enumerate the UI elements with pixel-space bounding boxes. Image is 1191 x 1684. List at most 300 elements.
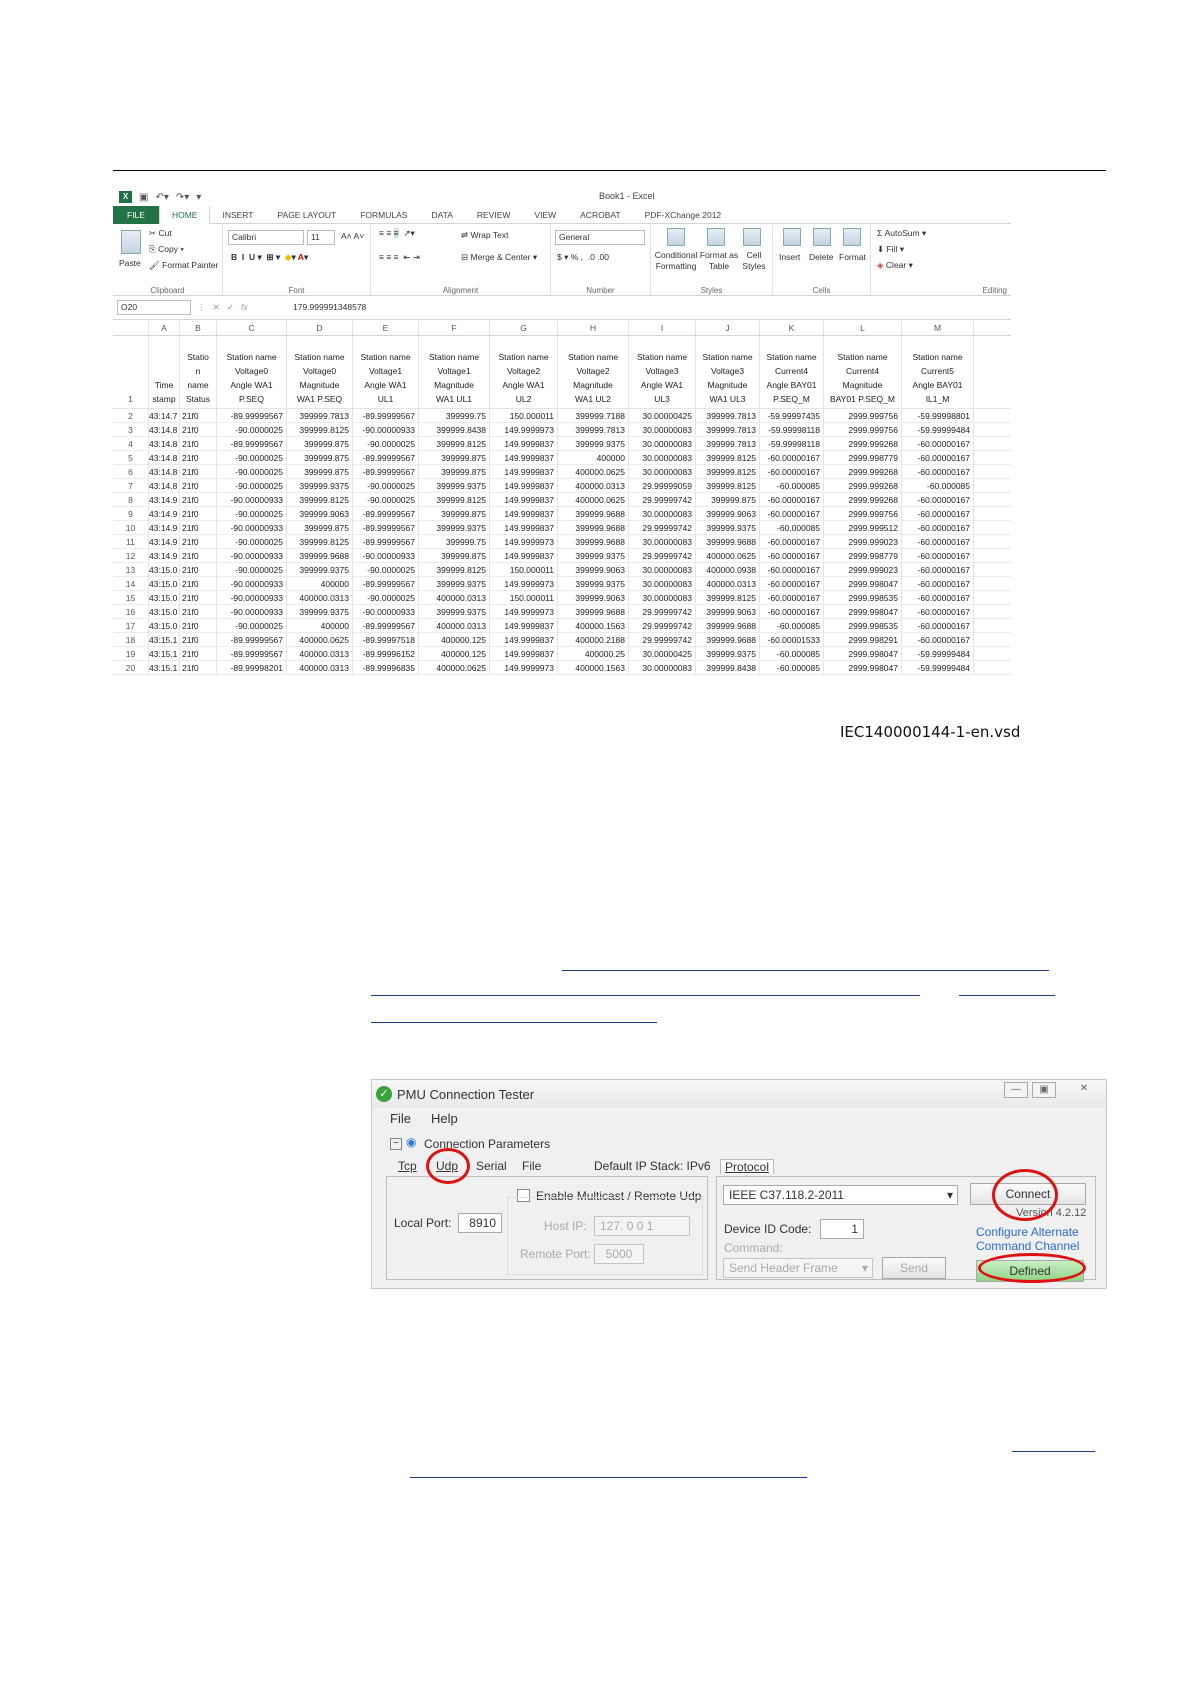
row-number[interactable]: 18 xyxy=(113,633,149,646)
table-cell[interactable]: 399999.9688 xyxy=(558,507,629,520)
table-cell[interactable]: 2999.998779 xyxy=(824,549,902,562)
table-cell[interactable]: -89.99999567 xyxy=(353,451,419,464)
table-cell[interactable]: 30.00000425 xyxy=(629,409,696,422)
table-cell[interactable]: 399999.8438 xyxy=(696,661,760,674)
table-cell[interactable]: 399999.9375 xyxy=(287,479,353,492)
conditional-formatting-button[interactable]: Conditional Formatting xyxy=(654,250,698,271)
format-button[interactable]: Format xyxy=(839,252,866,262)
row-number[interactable]: 19 xyxy=(113,647,149,660)
table-cell[interactable]: 399999.7813 xyxy=(696,437,760,450)
collapse-icon[interactable]: − xyxy=(390,1138,402,1150)
table-cell[interactable]: -89.99996835 xyxy=(353,661,419,674)
table-cell[interactable]: 2999.999268 xyxy=(824,479,902,492)
save-icon[interactable]: ▣ xyxy=(139,191,149,203)
table-cell[interactable]: 400000.0625 xyxy=(419,661,490,674)
table-cell[interactable]: 43:15.0 xyxy=(149,591,180,604)
table-cell[interactable]: 21f0 xyxy=(180,591,217,604)
table-cell[interactable]: 400000 xyxy=(287,619,353,632)
table-cell[interactable]: 30.00000083 xyxy=(629,507,696,520)
table-cell[interactable]: -60.00000167 xyxy=(760,577,824,590)
table-cell[interactable]: 399999.9688 xyxy=(558,521,629,534)
command-channel-link[interactable]: Command Channel xyxy=(976,1239,1080,1253)
table-cell[interactable]: -90.0000025 xyxy=(217,563,287,576)
table-cell[interactable]: 21f0 xyxy=(180,451,217,464)
table-cell[interactable]: -60.00000167 xyxy=(902,437,974,450)
table-cell[interactable]: 21f0 xyxy=(180,493,217,506)
table-cell[interactable]: 399999.875 xyxy=(419,465,490,478)
table-cell[interactable]: 399999.9688 xyxy=(696,535,760,548)
table-cell[interactable]: 149.9999837 xyxy=(490,479,558,492)
table-cell[interactable]: -90.00000933 xyxy=(217,591,287,604)
row-number[interactable]: 3 xyxy=(113,423,149,436)
table-cell[interactable]: -60.000085 xyxy=(760,661,824,674)
table-cell[interactable]: 43:14.9 xyxy=(149,521,180,534)
column-header-m[interactable]: M xyxy=(902,320,974,335)
delete-cells-icon[interactable] xyxy=(813,228,831,246)
table-cell[interactable]: 399999.875 xyxy=(287,465,353,478)
tab-protocol[interactable]: Protocol xyxy=(720,1159,774,1174)
table-cell[interactable]: -60.00000167 xyxy=(902,535,974,548)
table-cell[interactable]: 399999.7188 xyxy=(558,409,629,422)
table-cell[interactable]: -60.00000167 xyxy=(902,465,974,478)
table-cell[interactable]: -89.99999567 xyxy=(217,437,287,450)
tab-review[interactable]: REVIEW xyxy=(476,209,511,220)
table-cell[interactable]: 2999.999756 xyxy=(824,409,902,422)
table-cell[interactable]: 399999.7813 xyxy=(287,409,353,422)
link-underline-2[interactable] xyxy=(371,995,920,996)
table-cell[interactable]: 399999.875 xyxy=(696,493,760,506)
table-cell[interactable]: 149.9999837 xyxy=(490,647,558,660)
table-cell[interactable]: 399999.9375 xyxy=(419,577,490,590)
table-cell[interactable]: -60.00000167 xyxy=(760,605,824,618)
tab-file[interactable]: FILE xyxy=(113,206,159,224)
row-number[interactable]: 5 xyxy=(113,451,149,464)
table-cell[interactable]: 400000.0313 xyxy=(287,647,353,660)
table-cell[interactable]: -60.00000167 xyxy=(760,465,824,478)
format-painter-button[interactable]: 🖌 Format Painter xyxy=(149,260,219,270)
table-cell[interactable]: 21f0 xyxy=(180,605,217,618)
table-cell[interactable]: 150.000011 xyxy=(490,409,558,422)
table-cell[interactable]: -60.00000167 xyxy=(902,619,974,632)
table-cell[interactable]: 399999.875 xyxy=(419,451,490,464)
table-cell[interactable]: -89.99999567 xyxy=(353,507,419,520)
table-cell[interactable]: 43:15.1 xyxy=(149,633,180,646)
tab-tcp[interactable]: Tcp xyxy=(398,1159,417,1173)
table-cell[interactable]: -89.99998201 xyxy=(217,661,287,674)
header-cell[interactable]: Station name Current4 Angle BAY01 P.SEQ_M xyxy=(760,336,824,408)
table-cell[interactable]: -60.000085 xyxy=(760,479,824,492)
table-cell[interactable]: -60.00000167 xyxy=(902,507,974,520)
menu-file[interactable]: File xyxy=(390,1111,411,1126)
table-cell[interactable]: 30.00000083 xyxy=(629,577,696,590)
table-cell[interactable]: -90.0000025 xyxy=(353,591,419,604)
row-number[interactable]: 13 xyxy=(113,563,149,576)
table-cell[interactable]: 21f0 xyxy=(180,535,217,548)
table-cell[interactable]: 399999.8125 xyxy=(419,563,490,576)
table-cell[interactable]: 149.9999837 xyxy=(490,465,558,478)
table-cell[interactable]: 2999.998535 xyxy=(824,591,902,604)
header-cell[interactable]: Statio n name Status xyxy=(180,336,217,408)
table-cell[interactable]: 43:15.0 xyxy=(149,605,180,618)
table-cell[interactable]: -59.99998801 xyxy=(902,409,974,422)
table-cell[interactable]: -60.00000167 xyxy=(902,493,974,506)
row-number[interactable]: 14 xyxy=(113,577,149,590)
column-header-d[interactable]: D xyxy=(287,320,353,335)
table-cell[interactable]: -89.99999567 xyxy=(353,465,419,478)
cut-button[interactable]: ✂ Cut xyxy=(149,228,172,238)
select-all-corner[interactable] xyxy=(113,320,149,335)
table-cell[interactable]: 43:14.9 xyxy=(149,535,180,548)
table-cell[interactable]: 30.00000083 xyxy=(629,423,696,436)
minimize-button[interactable]: — xyxy=(1004,1082,1028,1098)
row-number[interactable]: 16 xyxy=(113,605,149,618)
column-header-j[interactable]: J xyxy=(696,320,760,335)
vertical-align-icon[interactable]: ≡ ≡ ≡ ↗▾ xyxy=(379,228,415,238)
table-cell[interactable]: 2999.998047 xyxy=(824,577,902,590)
table-cell[interactable]: -89.99999567 xyxy=(217,633,287,646)
protocol-select[interactable] xyxy=(723,1185,958,1205)
table-cell[interactable]: 400000 xyxy=(558,451,629,464)
table-cell[interactable]: 29.99999742 xyxy=(629,521,696,534)
number-format-select[interactable]: General xyxy=(555,230,645,245)
table-cell[interactable]: 400000 xyxy=(287,577,353,590)
conditional-formatting-icon[interactable] xyxy=(667,228,685,246)
remote-port-input[interactable]: 5000 xyxy=(594,1244,644,1264)
table-cell[interactable]: 149.9999837 xyxy=(490,493,558,506)
table-cell[interactable]: 400000.2188 xyxy=(558,633,629,646)
redo-icon[interactable]: ↷▾ xyxy=(175,191,190,203)
table-cell[interactable]: 30.00000083 xyxy=(629,465,696,478)
table-cell[interactable]: 21f0 xyxy=(180,661,217,674)
table-cell[interactable]: -60.00000167 xyxy=(760,563,824,576)
font-name-select[interactable]: Calibri xyxy=(228,230,304,245)
link-underline-5[interactable] xyxy=(1012,1451,1095,1452)
table-cell[interactable]: -90.0000025 xyxy=(353,493,419,506)
table-cell[interactable]: 399999.8125 xyxy=(287,493,353,506)
table-cell[interactable]: 30.00000083 xyxy=(629,437,696,450)
wrap-text-button[interactable]: ⇌ Wrap Text xyxy=(461,230,509,240)
table-cell[interactable]: 150.000011 xyxy=(490,591,558,604)
table-cell[interactable]: -90.00000933 xyxy=(353,549,419,562)
table-cell[interactable]: -89.99999567 xyxy=(353,409,419,422)
table-cell[interactable]: 2999.998291 xyxy=(824,633,902,646)
table-cell[interactable]: 399999.8438 xyxy=(419,423,490,436)
table-cell[interactable]: 30.00000425 xyxy=(629,647,696,660)
table-cell[interactable]: 150.000011 xyxy=(490,563,558,576)
column-header-a[interactable]: A xyxy=(149,320,180,335)
formula-bar-icons[interactable]: ⋮ ✕ ✓ fx xyxy=(197,302,248,312)
header-cell[interactable]: Station name Current4 Magnitude BAY01 P.SEQ_M xyxy=(824,336,902,408)
table-cell[interactable]: -89.99997518 xyxy=(353,633,419,646)
table-cell[interactable]: 399999.875 xyxy=(287,437,353,450)
table-cell[interactable]: 43:15.1 xyxy=(149,661,180,674)
table-cell[interactable]: -89.99996152 xyxy=(353,647,419,660)
table-cell[interactable]: 30.00000083 xyxy=(629,451,696,464)
table-cell[interactable]: 29.99999742 xyxy=(629,605,696,618)
table-cell[interactable]: 2999.999268 xyxy=(824,465,902,478)
table-cell[interactable]: -60.00000167 xyxy=(902,577,974,590)
table-cell[interactable]: -60.000085 xyxy=(760,647,824,660)
table-cell[interactable]: -90.0000025 xyxy=(353,563,419,576)
command-select[interactable] xyxy=(723,1258,873,1278)
tab-formulas[interactable]: FORMULAS xyxy=(360,209,408,220)
header-cell[interactable]: Station name Voltage1 Magnitude WA1 UL1 xyxy=(419,336,490,408)
table-cell[interactable]: -89.99999567 xyxy=(217,647,287,660)
table-cell[interactable]: 30.00000083 xyxy=(629,661,696,674)
row-number[interactable]: 1 xyxy=(113,336,149,408)
table-cell[interactable]: 43:14.8 xyxy=(149,465,180,478)
table-cell[interactable]: 400000.125 xyxy=(419,633,490,646)
header-cell[interactable]: Station name Voltage1 Angle WA1 UL1 xyxy=(353,336,419,408)
table-cell[interactable]: 399999.8125 xyxy=(696,479,760,492)
table-cell[interactable]: -60.00001533 xyxy=(760,633,824,646)
table-cell[interactable]: -89.99999567 xyxy=(353,619,419,632)
device-id-input[interactable]: 1 xyxy=(820,1219,864,1239)
header-cell[interactable]: Station name Voltage3 Angle WA1 UL3 xyxy=(629,336,696,408)
format-as-table-button[interactable]: Format as Table xyxy=(699,250,739,271)
table-cell[interactable]: 21f0 xyxy=(180,647,217,660)
table-cell[interactable]: 43:15.0 xyxy=(149,577,180,590)
table-cell[interactable]: 149.9999973 xyxy=(490,577,558,590)
table-cell[interactable]: 29.99999742 xyxy=(629,549,696,562)
table-cell[interactable]: 29.99999059 xyxy=(629,479,696,492)
table-cell[interactable]: 2999.998535 xyxy=(824,619,902,632)
table-cell[interactable]: 21f0 xyxy=(180,619,217,632)
table-cell[interactable]: 399999.8125 xyxy=(419,493,490,506)
table-cell[interactable]: -59.99999484 xyxy=(902,661,974,674)
table-cell[interactable]: -90.00000933 xyxy=(217,577,287,590)
fill-button[interactable]: ⬇ Fill ▾ xyxy=(877,244,904,254)
tab-pdf-xchange[interactable]: PDF-XChange 2012 xyxy=(644,209,722,220)
table-cell[interactable]: 21f0 xyxy=(180,479,217,492)
table-cell[interactable]: 399999.875 xyxy=(287,521,353,534)
table-cell[interactable]: 400000.0625 xyxy=(287,633,353,646)
table-cell[interactable]: 21f0 xyxy=(180,549,217,562)
table-cell[interactable]: 399999.9063 xyxy=(287,507,353,520)
table-cell[interactable]: 399999.75 xyxy=(419,535,490,548)
row-number[interactable]: 10 xyxy=(113,521,149,534)
table-cell[interactable]: -90.00000933 xyxy=(353,423,419,436)
table-cell[interactable]: 149.9999837 xyxy=(490,507,558,520)
table-cell[interactable]: 43:15.0 xyxy=(149,619,180,632)
copy-button[interactable]: ⎘ Copy ▾ xyxy=(149,244,184,254)
tab-acrobat[interactable]: ACROBAT xyxy=(580,209,621,220)
table-cell[interactable]: 400000.1563 xyxy=(558,619,629,632)
row-number[interactable]: 7 xyxy=(113,479,149,492)
header-cell[interactable]: Time stamp xyxy=(149,336,180,408)
tab-page-layout[interactable]: PAGE LAYOUT xyxy=(277,209,337,220)
link-underline-4[interactable] xyxy=(371,1022,657,1023)
merge-center-button[interactable]: ⊟ Merge & Center ▾ xyxy=(461,252,538,262)
table-cell[interactable]: 400000.0313 xyxy=(696,577,760,590)
table-cell[interactable]: 149.9999837 xyxy=(490,619,558,632)
table-cell[interactable]: 400000.0938 xyxy=(696,563,760,576)
row-number[interactable]: 2 xyxy=(113,409,149,422)
column-header-i[interactable]: I xyxy=(629,320,696,335)
table-cell[interactable]: 149.9999837 xyxy=(490,633,558,646)
table-cell[interactable]: 21f0 xyxy=(180,437,217,450)
table-cell[interactable]: -60.000085 xyxy=(902,479,974,492)
tab-data[interactable]: DATA xyxy=(431,209,453,220)
cell-styles-icon[interactable] xyxy=(743,228,761,246)
table-cell[interactable]: -60.00000167 xyxy=(760,535,824,548)
table-cell[interactable]: -59.99999484 xyxy=(902,647,974,660)
table-cell[interactable]: 400000.0313 xyxy=(287,661,353,674)
column-header-g[interactable]: G xyxy=(490,320,558,335)
paste-button[interactable]: Paste xyxy=(119,258,141,268)
table-cell[interactable]: 43:14.8 xyxy=(149,423,180,436)
table-cell[interactable]: 43:14.8 xyxy=(149,479,180,492)
table-cell[interactable]: 399999.7813 xyxy=(696,423,760,436)
send-button[interactable]: Send xyxy=(882,1257,946,1279)
table-cell[interactable]: 400000.0313 xyxy=(419,619,490,632)
table-cell[interactable]: 149.9999973 xyxy=(490,605,558,618)
tab-view[interactable]: VIEW xyxy=(534,209,557,220)
table-cell[interactable]: -90.00000933 xyxy=(217,605,287,618)
table-cell[interactable]: -60.00000167 xyxy=(760,549,824,562)
table-cell[interactable]: 399999.9375 xyxy=(696,521,760,534)
table-cell[interactable]: 399999.9688 xyxy=(558,535,629,548)
table-cell[interactable]: 149.9999973 xyxy=(490,661,558,674)
table-cell[interactable]: -89.99999567 xyxy=(353,535,419,548)
column-header-h[interactable]: H xyxy=(558,320,629,335)
table-cell[interactable]: 399999.8125 xyxy=(419,437,490,450)
table-cell[interactable]: -60.00000167 xyxy=(760,493,824,506)
table-cell[interactable]: 399999.8125 xyxy=(287,423,353,436)
table-cell[interactable]: 21f0 xyxy=(180,521,217,534)
table-cell[interactable]: -60.00000167 xyxy=(902,605,974,618)
table-cell[interactable]: 43:14.8 xyxy=(149,437,180,450)
table-cell[interactable]: 399999.9375 xyxy=(287,605,353,618)
table-cell[interactable]: 399999.8125 xyxy=(696,451,760,464)
table-cell[interactable]: 400000.1563 xyxy=(558,661,629,674)
table-cell[interactable]: 399999.9375 xyxy=(419,605,490,618)
row-number[interactable]: 15 xyxy=(113,591,149,604)
table-cell[interactable]: -90.0000025 xyxy=(217,535,287,548)
tab-insert[interactable]: INSERT xyxy=(222,209,254,220)
local-port-input[interactable]: 8910 xyxy=(458,1213,502,1233)
table-cell[interactable]: -59.99997435 xyxy=(760,409,824,422)
table-cell[interactable]: -59.99999484 xyxy=(902,423,974,436)
row-number[interactable]: 17 xyxy=(113,619,149,632)
table-cell[interactable]: -59.99998118 xyxy=(760,423,824,436)
table-cell[interactable]: -90.00000933 xyxy=(353,605,419,618)
maximize-button[interactable]: ▣ xyxy=(1032,1082,1056,1098)
table-cell[interactable]: -60.00000167 xyxy=(902,563,974,576)
undo-icon[interactable]: ↶▾ xyxy=(155,191,169,203)
row-number[interactable]: 8 xyxy=(113,493,149,506)
header-cell[interactable]: Station name Voltage3 Magnitude WA1 UL3 xyxy=(696,336,760,408)
table-cell[interactable]: 399999.9063 xyxy=(558,563,629,576)
insert-button[interactable]: Insert xyxy=(779,252,801,262)
table-cell[interactable]: 399999.875 xyxy=(419,549,490,562)
column-header-f[interactable]: F xyxy=(419,320,490,335)
table-cell[interactable]: -90.00000933 xyxy=(217,549,287,562)
table-cell[interactable]: 2999.999268 xyxy=(824,493,902,506)
close-button[interactable]: ✕ xyxy=(1079,1083,1089,1094)
table-cell[interactable]: 400000.0625 xyxy=(558,465,629,478)
header-cell[interactable]: Station name Voltage0 Magnitude WA1 P.SEQ xyxy=(287,336,353,408)
table-cell[interactable]: -90.0000025 xyxy=(217,465,287,478)
paste-icon[interactable] xyxy=(121,230,141,254)
table-cell[interactable]: 399999.9063 xyxy=(696,507,760,520)
table-cell[interactable]: 399999.9375 xyxy=(696,647,760,660)
delete-button[interactable]: Delete xyxy=(809,252,834,262)
table-cell[interactable]: 149.9999973 xyxy=(490,535,558,548)
table-cell[interactable]: -90.0000025 xyxy=(217,423,287,436)
table-cell[interactable]: 43:14.9 xyxy=(149,549,180,562)
table-cell[interactable]: 2999.998047 xyxy=(824,661,902,674)
table-cell[interactable]: 43:14.8 xyxy=(149,451,180,464)
table-cell[interactable]: -90.0000025 xyxy=(353,437,419,450)
table-cell[interactable]: 399999.9688 xyxy=(696,619,760,632)
table-cell[interactable]: -60.00000167 xyxy=(902,633,974,646)
defined-button[interactable]: Defined xyxy=(976,1260,1084,1282)
table-cell[interactable]: 399999.9063 xyxy=(696,605,760,618)
table-cell[interactable]: -60.00000167 xyxy=(902,451,974,464)
row-number[interactable]: 6 xyxy=(113,465,149,478)
header-cell[interactable]: Station name Voltage2 Angle WA1 UL2 xyxy=(490,336,558,408)
table-cell[interactable]: 2999.999756 xyxy=(824,507,902,520)
table-cell[interactable]: -90.0000025 xyxy=(217,507,287,520)
table-cell[interactable]: -60.00000167 xyxy=(902,549,974,562)
table-cell[interactable]: 43:14.7 xyxy=(149,409,180,422)
table-cell[interactable]: 399999.9688 xyxy=(287,549,353,562)
row-number[interactable]: 9 xyxy=(113,507,149,520)
table-cell[interactable]: -60.00000167 xyxy=(760,451,824,464)
table-cell[interactable]: 21f0 xyxy=(180,507,217,520)
formula-input[interactable]: 179.999991348578 xyxy=(293,302,367,312)
table-cell[interactable]: -90.00000933 xyxy=(217,521,287,534)
table-cell[interactable]: -90.0000025 xyxy=(353,479,419,492)
table-cell[interactable]: 149.9999837 xyxy=(490,549,558,562)
table-cell[interactable]: 21f0 xyxy=(180,633,217,646)
row-number[interactable]: 11 xyxy=(113,535,149,548)
table-cell[interactable]: 399999.9375 xyxy=(419,521,490,534)
table-cell[interactable]: 2999.998047 xyxy=(824,605,902,618)
table-cell[interactable]: 2999.999512 xyxy=(824,521,902,534)
format-buttons[interactable]: B I U ▾ ⊞ ▾ ◆▾ A▾ xyxy=(231,252,309,262)
table-cell[interactable]: 2999.998047 xyxy=(824,647,902,660)
table-cell[interactable]: 30.00000083 xyxy=(629,563,696,576)
table-cell[interactable]: 399999.7813 xyxy=(558,423,629,436)
table-cell[interactable]: 2999.999023 xyxy=(824,535,902,548)
table-cell[interactable]: 2999.999268 xyxy=(824,437,902,450)
host-ip-input[interactable]: 127. 0 0 1 xyxy=(594,1216,690,1236)
table-cell[interactable]: 149.9999973 xyxy=(490,423,558,436)
font-size-select[interactable]: 11 xyxy=(307,230,335,245)
table-cell[interactable]: 43:15.0 xyxy=(149,563,180,576)
table-cell[interactable]: 400000.0313 xyxy=(558,479,629,492)
column-header-l[interactable]: L xyxy=(824,320,902,335)
table-cell[interactable]: 29.99999742 xyxy=(629,493,696,506)
table-cell[interactable]: 399999.9375 xyxy=(558,549,629,562)
table-cell[interactable]: 399999.9375 xyxy=(558,437,629,450)
table-cell[interactable]: 399999.875 xyxy=(287,451,353,464)
table-cell[interactable]: 149.9999837 xyxy=(490,437,558,450)
table-cell[interactable]: 43:15.1 xyxy=(149,647,180,660)
autosum-button[interactable]: Σ AutoSum ▾ xyxy=(877,228,927,238)
table-cell[interactable]: 399999.9688 xyxy=(558,605,629,618)
table-cell[interactable]: 399999.75 xyxy=(419,409,490,422)
link-underline-3[interactable] xyxy=(959,995,1055,996)
table-cell[interactable]: 29.99999742 xyxy=(629,633,696,646)
configure-alternate-link[interactable]: Configure Alternate xyxy=(976,1225,1079,1239)
table-cell[interactable]: 21f0 xyxy=(180,563,217,576)
customize-icon[interactable]: ▾ xyxy=(196,191,202,203)
table-cell[interactable]: 400000.125 xyxy=(419,647,490,660)
table-cell[interactable]: 399999.8125 xyxy=(287,535,353,548)
